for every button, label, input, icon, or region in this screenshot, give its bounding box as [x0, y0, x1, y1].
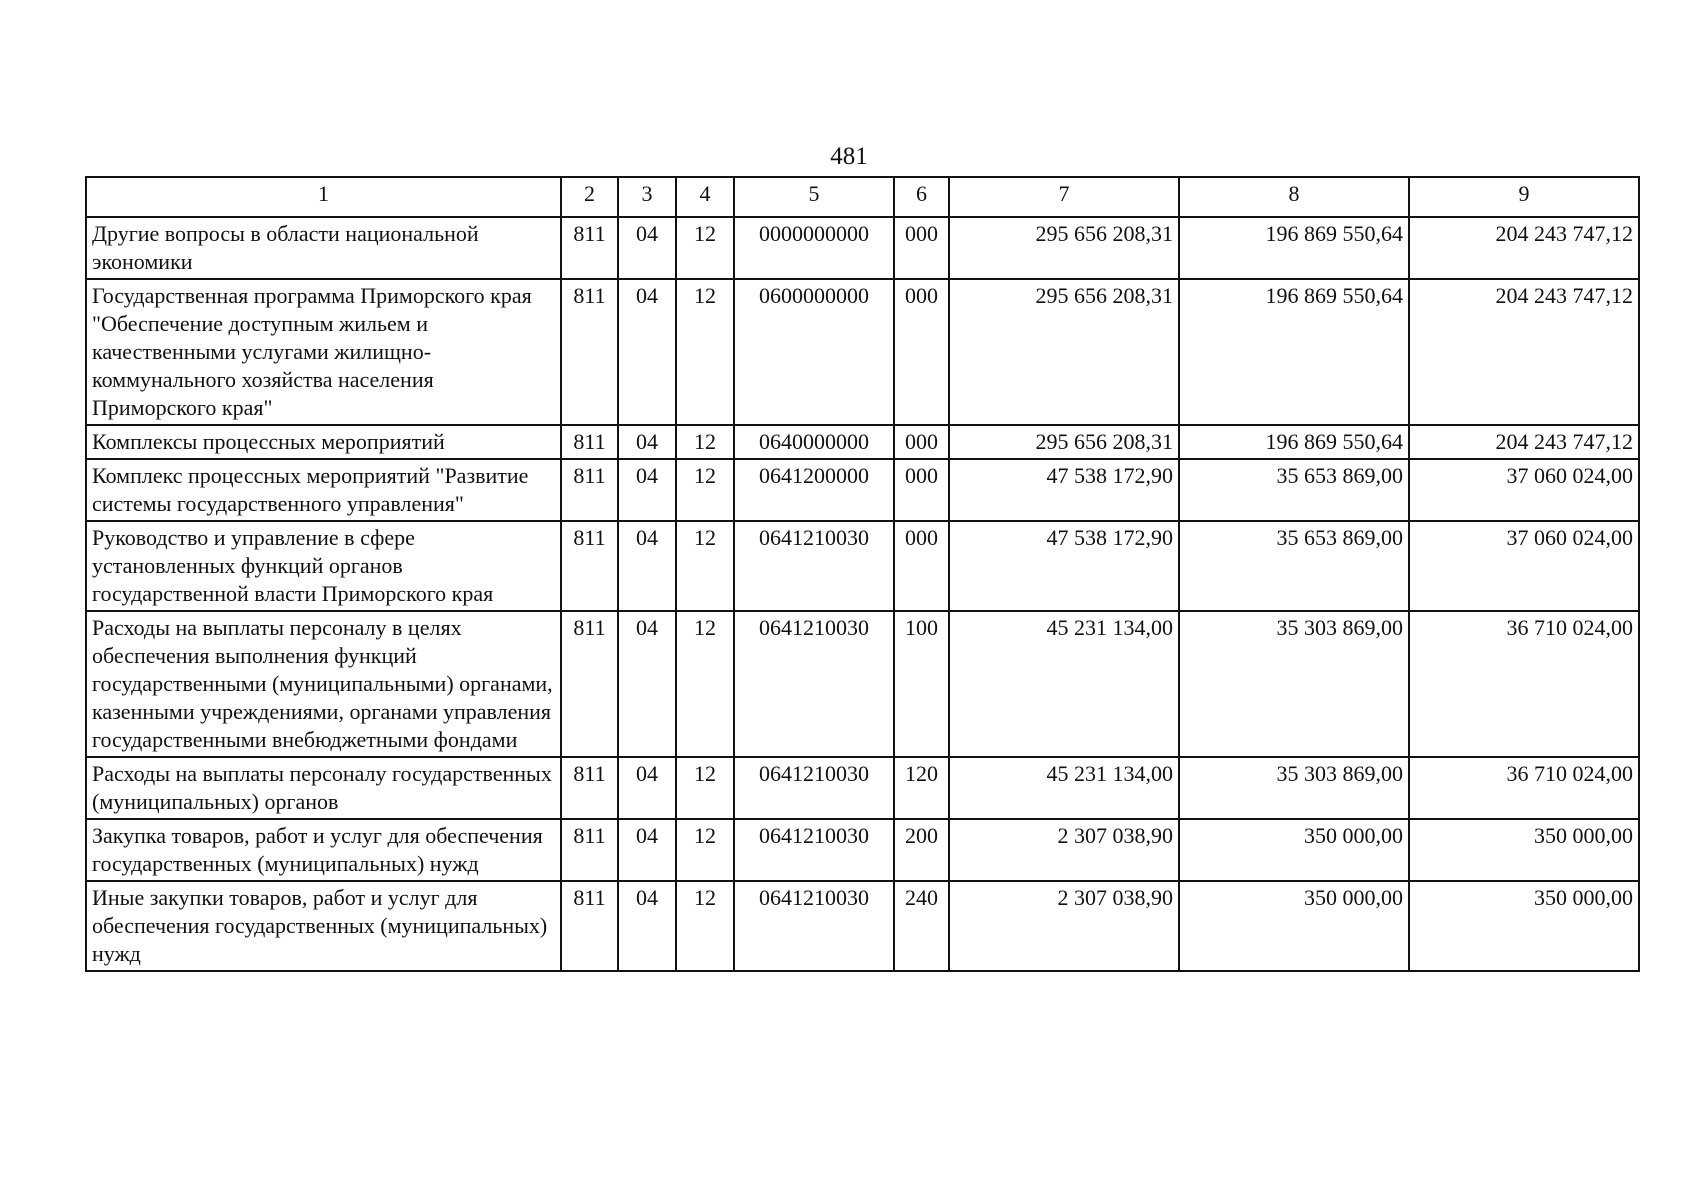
row-code-6: 000: [894, 217, 949, 279]
row-code-4: 12: [676, 521, 734, 611]
row-code-5: 0641210030: [734, 757, 894, 819]
row-code-5: 0641200000: [734, 459, 894, 521]
row-amount-8: 350 000,00: [1179, 819, 1409, 881]
row-name: Расходы на выплаты персоналу государственных (муниципальных) органов: [86, 757, 561, 819]
row-name: Государственная программа Приморского края "Обеспечение доступным жильем и качественными услугами жилищно-коммунального хозяйства населения Приморского края": [86, 279, 561, 425]
row-amount-8: 350 000,00: [1179, 881, 1409, 971]
row-amount-9: 350 000,00: [1409, 881, 1639, 971]
row-code-3: 04: [618, 611, 676, 757]
row-amount-7: 295 656 208,31: [949, 425, 1179, 459]
row-code-2: 811: [561, 611, 618, 757]
row-amount-9: 37 060 024,00: [1409, 521, 1639, 611]
table-row: [86, 459, 1639, 521]
table-row: [86, 425, 1639, 459]
row-code-4: 12: [676, 757, 734, 819]
header-col-3: 3: [618, 177, 676, 217]
row-amount-8: 35 303 869,00: [1179, 611, 1409, 757]
header-col-1: 1: [86, 177, 561, 217]
row-amount-7: 2 307 038,90: [949, 819, 1179, 881]
row-code-2: 811: [561, 521, 618, 611]
row-code-4: 12: [676, 611, 734, 757]
header-col-4: 4: [676, 177, 734, 217]
row-code-6: 000: [894, 521, 949, 611]
row-name: Другие вопросы в области национальной экономики: [86, 217, 561, 279]
table-row: [86, 819, 1639, 881]
row-name: Иные закупки товаров, работ и услуг для обеспечения государственных (муниципальных) нужд: [86, 881, 561, 971]
header-col-8: 8: [1179, 177, 1409, 217]
row-amount-9: 37 060 024,00: [1409, 459, 1639, 521]
row-amount-9: 36 710 024,00: [1409, 611, 1639, 757]
row-name: Закупка товаров, работ и услуг для обеспечения государственных (муниципальных) нужд: [86, 819, 561, 881]
row-code-6: 000: [894, 425, 949, 459]
row-code-5: 0640000000: [734, 425, 894, 459]
row-amount-8: 35 653 869,00: [1179, 521, 1409, 611]
row-code-3: 04: [618, 459, 676, 521]
row-amount-8: 35 653 869,00: [1179, 459, 1409, 521]
row-amount-8: 196 869 550,64: [1179, 425, 1409, 459]
row-code-2: 811: [561, 819, 618, 881]
row-amount-7: 47 538 172,90: [949, 521, 1179, 611]
row-code-4: 12: [676, 459, 734, 521]
row-code-3: 04: [618, 881, 676, 971]
row-code-4: 12: [676, 279, 734, 425]
table-row: [86, 757, 1639, 819]
row-code-2: 811: [561, 217, 618, 279]
budget-table: [85, 176, 1640, 972]
row-code-5: 0600000000: [734, 279, 894, 425]
row-code-6: 240: [894, 881, 949, 971]
row-amount-9: 204 243 747,12: [1409, 279, 1639, 425]
row-amount-9: 350 000,00: [1409, 819, 1639, 881]
row-name: Расходы на выплаты персоналу в целях обеспечения выполнения функций государственными (муниципальными) органами, казенными учреждениями, органами управления государственными внебюджетными фондами: [86, 611, 561, 757]
header-col-6: 6: [894, 177, 949, 217]
row-amount-8: 35 303 869,00: [1179, 757, 1409, 819]
row-name: Комплекс процессных мероприятий "Развитие системы государственного управления": [86, 459, 561, 521]
row-amount-7: 295 656 208,31: [949, 217, 1179, 279]
header-col-7: 7: [949, 177, 1179, 217]
header-row: [86, 177, 1639, 217]
row-amount-7: 45 231 134,00: [949, 757, 1179, 819]
table-row: [86, 217, 1639, 279]
row-code-6: 120: [894, 757, 949, 819]
row-code-4: 12: [676, 881, 734, 971]
row-code-6: 000: [894, 459, 949, 521]
table-row: [86, 611, 1639, 757]
row-code-5: 0000000000: [734, 217, 894, 279]
header-col-5: 5: [734, 177, 894, 217]
row-amount-9: 204 243 747,12: [1409, 217, 1639, 279]
row-code-3: 04: [618, 819, 676, 881]
row-code-3: 04: [618, 279, 676, 425]
row-name: Руководство и управление в сфере установленных функций органов государственной власти Приморского края: [86, 521, 561, 611]
row-code-2: 811: [561, 881, 618, 971]
row-code-4: 12: [676, 819, 734, 881]
row-amount-7: 45 231 134,00: [949, 611, 1179, 757]
row-code-6: 200: [894, 819, 949, 881]
row-code-3: 04: [618, 217, 676, 279]
header-col-9: 9: [1409, 177, 1639, 217]
row-code-2: 811: [561, 757, 618, 819]
row-code-5: 0641210030: [734, 819, 894, 881]
row-amount-9: 204 243 747,12: [1409, 425, 1639, 459]
row-amount-9: 36 710 024,00: [1409, 757, 1639, 819]
row-amount-8: 196 869 550,64: [1179, 217, 1409, 279]
row-code-3: 04: [618, 757, 676, 819]
row-code-4: 12: [676, 425, 734, 459]
page-number: 481: [830, 143, 868, 170]
row-code-4: 12: [676, 217, 734, 279]
row-code-2: 811: [561, 425, 618, 459]
row-amount-7: 47 538 172,90: [949, 459, 1179, 521]
row-amount-8: 196 869 550,64: [1179, 279, 1409, 425]
table-row: [86, 881, 1639, 971]
row-code-2: 811: [561, 459, 618, 521]
row-code-5: 0641210030: [734, 521, 894, 611]
table-row: [86, 521, 1639, 611]
row-code-2: 811: [561, 279, 618, 425]
row-code-3: 04: [618, 521, 676, 611]
table-row: [86, 279, 1639, 425]
row-code-5: 0641210030: [734, 881, 894, 971]
row-amount-7: 2 307 038,90: [949, 881, 1179, 971]
row-code-5: 0641210030: [734, 611, 894, 757]
row-amount-7: 295 656 208,31: [949, 279, 1179, 425]
row-code-3: 04: [618, 425, 676, 459]
row-name: Комплексы процессных мероприятий: [86, 425, 561, 459]
row-code-6: 100: [894, 611, 949, 757]
row-code-6: 000: [894, 279, 949, 425]
header-col-2: 2: [561, 177, 618, 217]
